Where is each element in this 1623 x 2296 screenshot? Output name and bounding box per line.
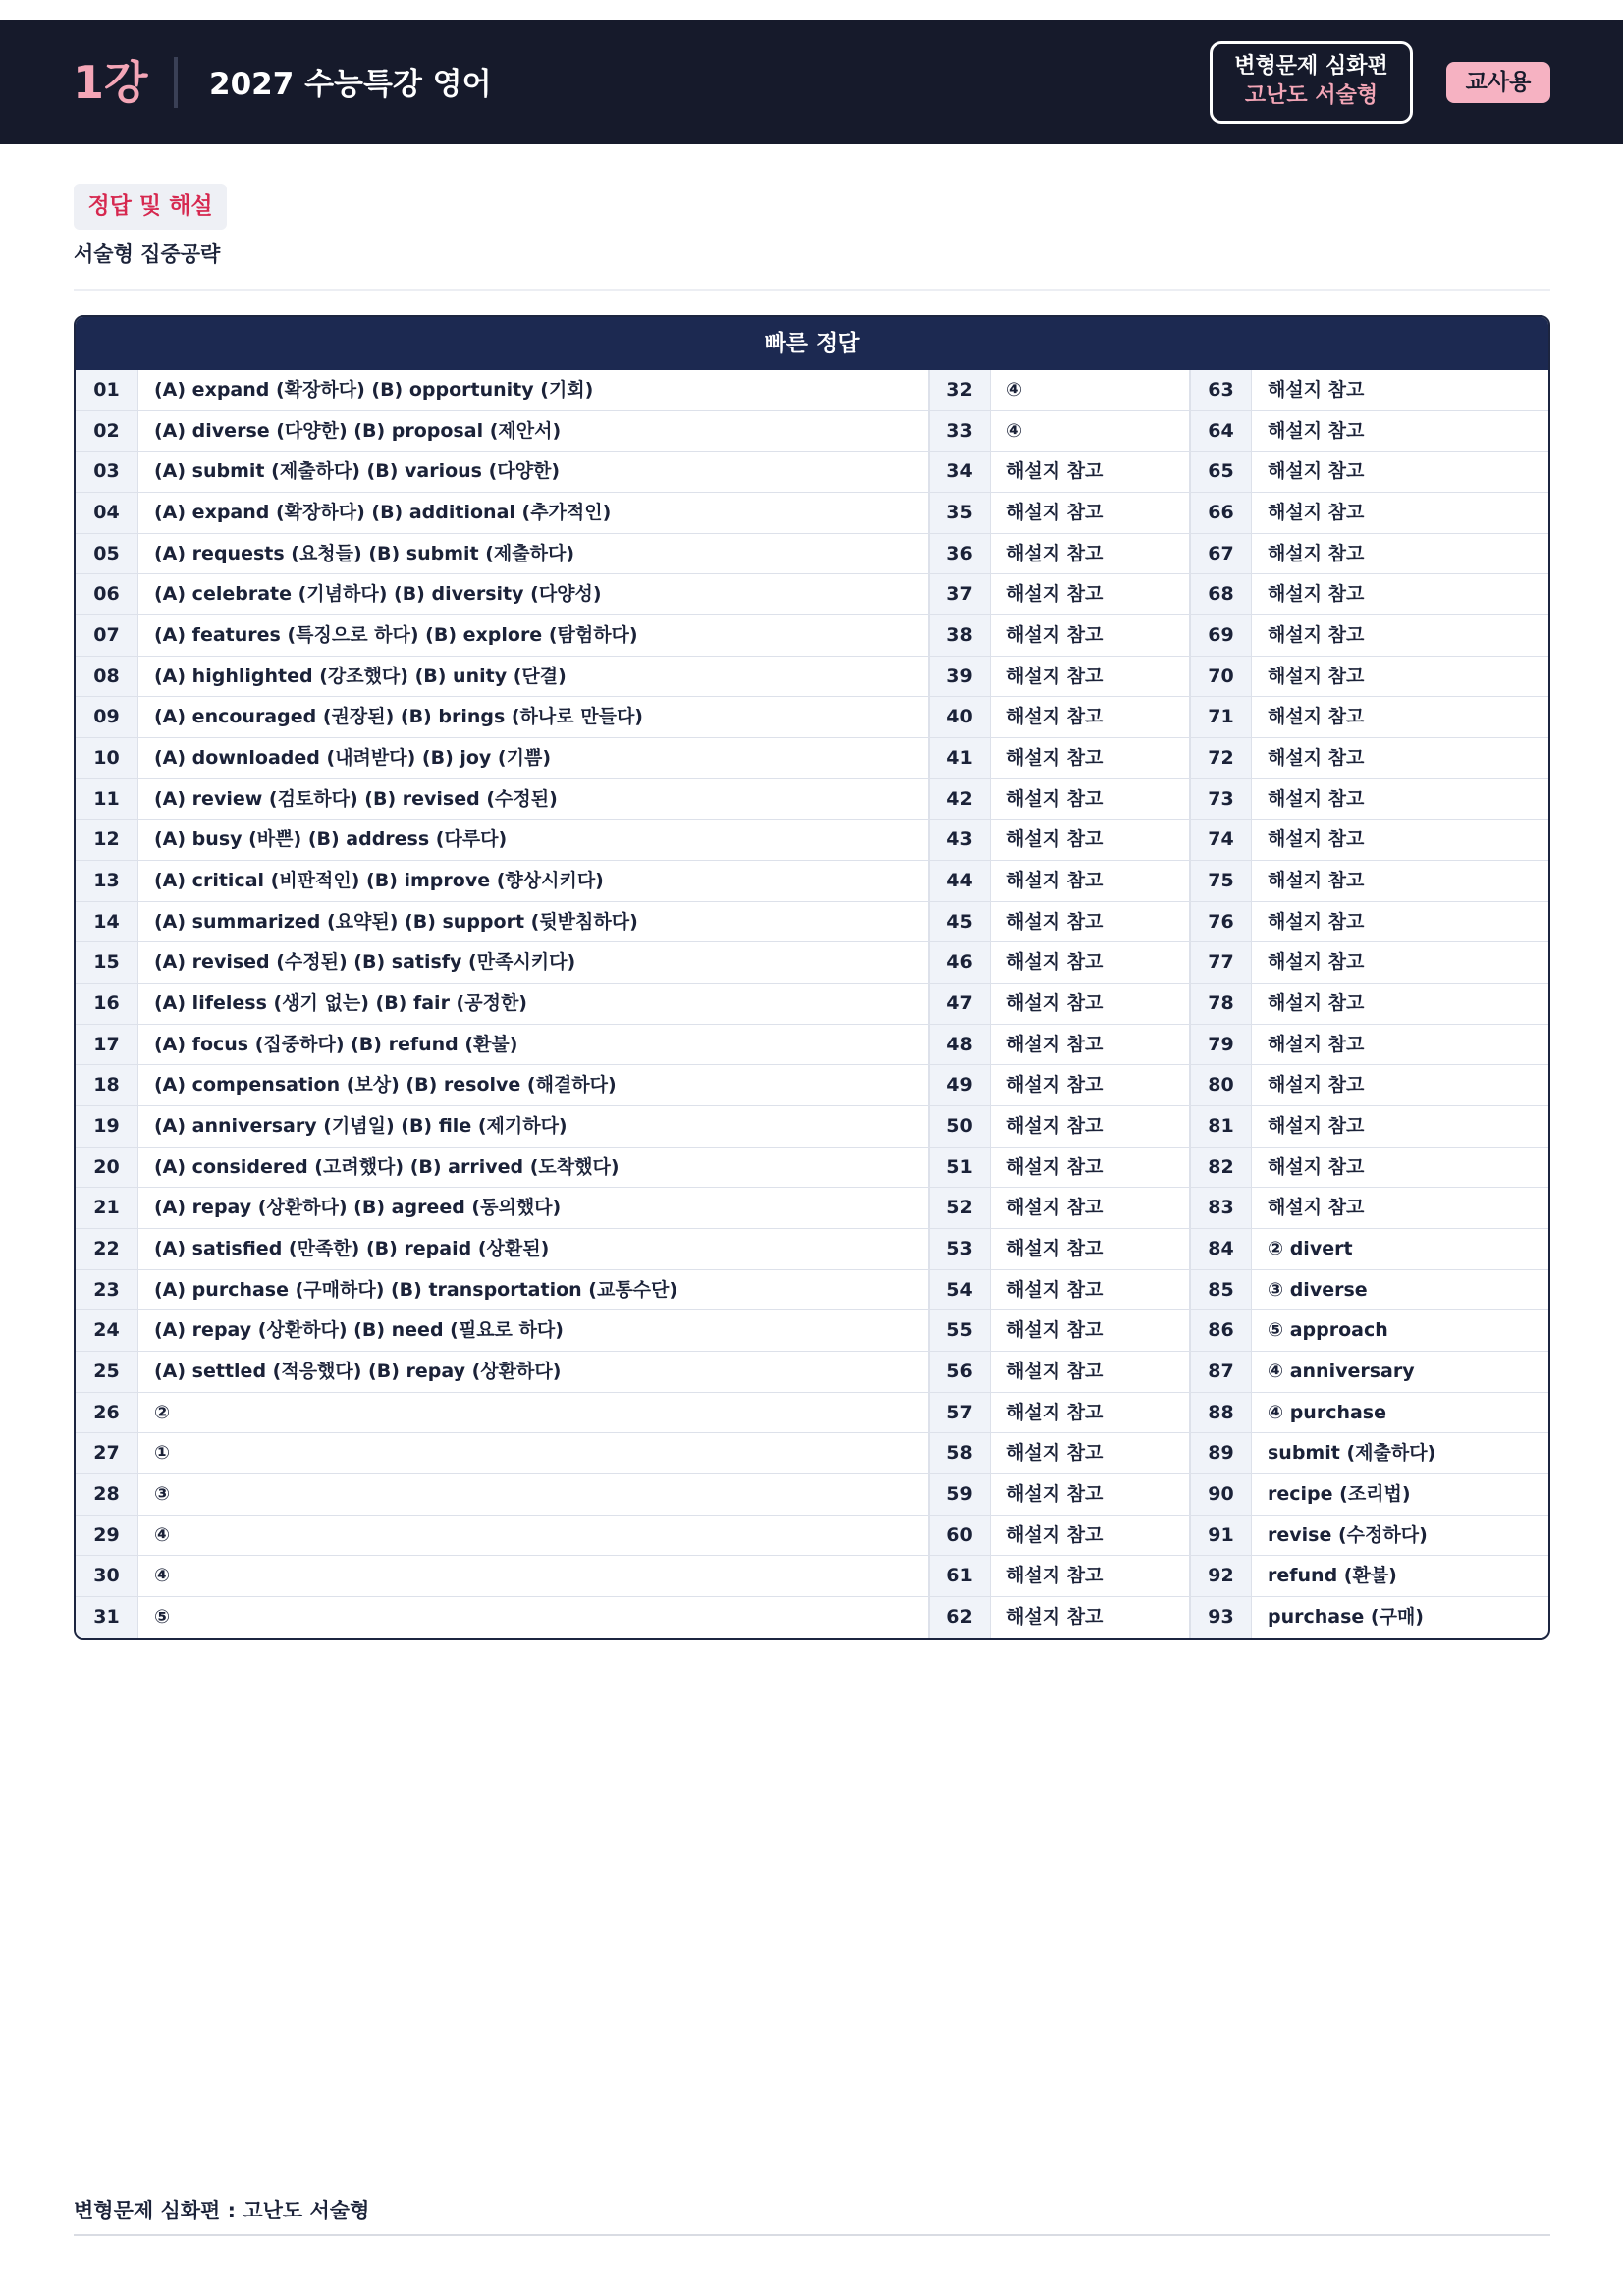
- teacher-badge: 교사용: [1446, 62, 1550, 103]
- answer-cell: 해설지 참고: [1268, 1197, 1365, 1219]
- answer-cell: (A) busy (바쁜) (B) address (다루다): [138, 820, 930, 860]
- answer-cell: 해설지 참고: [991, 697, 1191, 737]
- answer-cell: ③: [138, 1474, 930, 1515]
- answer-cell: 해설지 참고: [1268, 624, 1365, 647]
- answer-cell: 해설지 참고: [1268, 787, 1365, 810]
- question-number: 83: [1191, 1188, 1252, 1228]
- answer-cell: (A) review (검토하다) (B) revised (수정된): [138, 779, 930, 820]
- question-number: 19: [76, 1106, 138, 1147]
- table-row: [76, 452, 1548, 493]
- table-row: [76, 1393, 1548, 1434]
- answer-cell: (A) satisfied (만족한) (B) repaid (상환된): [138, 1229, 930, 1269]
- answer-cell: 해설지 참고: [991, 1474, 1191, 1515]
- footer-divider: [74, 2234, 1550, 2236]
- question-number: 28: [76, 1474, 138, 1515]
- table-row: [76, 942, 1548, 984]
- question-number: 90: [1191, 1474, 1252, 1515]
- answer-cell: ⑤ approach: [1268, 1319, 1388, 1342]
- answer-cell: 해설지 참고: [991, 942, 1191, 983]
- question-number: 29: [76, 1516, 138, 1556]
- answer-cell: 해설지 참고: [991, 657, 1191, 697]
- answer-cell: 해설지 참고: [991, 779, 1191, 820]
- table-row: [76, 738, 1548, 779]
- answer-cell: 해설지 참고: [1268, 419, 1365, 442]
- series-subtitle: 고난도 서술형: [1244, 83, 1379, 108]
- answer-cell: (A) encouraged (권장된) (B) brings (하나로 만들다): [138, 697, 930, 737]
- question-number: 64: [1191, 411, 1252, 452]
- table-row: [76, 1229, 1548, 1270]
- question-number: 54: [930, 1270, 991, 1310]
- question-number: 36: [930, 534, 991, 574]
- answer-cell: (A) downloaded (내려받다) (B) joy (기쁨): [138, 738, 930, 778]
- question-number: 45: [930, 902, 991, 942]
- question-number: 44: [930, 861, 991, 901]
- answer-cell: 해설지 참고: [991, 1597, 1191, 1638]
- table-row: [76, 1597, 1548, 1638]
- question-number: 12: [76, 820, 138, 860]
- question-number: 69: [1191, 615, 1252, 656]
- answer-cell: 해설지 참고: [1268, 379, 1365, 400]
- table-row: [76, 902, 1548, 943]
- question-number: 73: [1191, 779, 1252, 820]
- answer-cell: 해설지 참고: [1268, 502, 1365, 524]
- question-number: 85: [1191, 1270, 1252, 1310]
- answer-table: [74, 315, 1550, 1640]
- answer-cell: 해설지 참고: [991, 534, 1191, 574]
- answer-cell: revise (수정하다): [1268, 1523, 1428, 1546]
- answer-cell: 해설지 참고: [991, 820, 1191, 860]
- question-number: 71: [1191, 697, 1252, 737]
- question-number: 48: [930, 1025, 991, 1065]
- question-number: 65: [1191, 452, 1252, 492]
- answer-cell: 해설지 참고: [1268, 542, 1365, 564]
- answer-cell: 해설지 참고: [991, 574, 1191, 614]
- answer-cell: 해설지 참고: [991, 1556, 1191, 1596]
- table-row: [76, 984, 1548, 1025]
- question-number: 58: [930, 1433, 991, 1473]
- question-number: 21: [76, 1188, 138, 1228]
- table-title: 빠른 정답: [76, 317, 1548, 370]
- question-number: 68: [1191, 574, 1252, 614]
- question-number: 87: [1191, 1352, 1252, 1392]
- answer-cell: (A) requests (요청들) (B) submit (제출하다): [138, 534, 930, 574]
- answer-cell: 해설지 참고: [1268, 665, 1365, 687]
- question-number: 23: [76, 1270, 138, 1310]
- answer-cell: 해설지 참고: [991, 1106, 1191, 1147]
- table-row: [76, 1065, 1548, 1106]
- question-number: 35: [930, 493, 991, 533]
- table-row: [76, 1310, 1548, 1352]
- question-number: 17: [76, 1025, 138, 1065]
- question-number: 56: [930, 1352, 991, 1392]
- answer-cell: (A) repay (상환하다) (B) agreed (동의했다): [138, 1188, 930, 1228]
- answer-cell: 해설지 참고: [991, 1393, 1191, 1433]
- question-number: 42: [930, 779, 991, 820]
- answer-cell: 해설지 참고: [991, 1433, 1191, 1473]
- answer-cell: 해설지 참고: [1268, 1115, 1365, 1138]
- table-row: [76, 1474, 1548, 1516]
- question-number: 27: [76, 1433, 138, 1473]
- table-row: [76, 615, 1548, 657]
- question-number: 02: [76, 411, 138, 452]
- question-number: 63: [1191, 370, 1252, 410]
- answer-cell: ④: [991, 370, 1191, 410]
- question-number: 13: [76, 861, 138, 901]
- question-number: 32: [930, 370, 991, 410]
- answer-cell: (A) features (특징으로 하다) (B) explore (탐험하다): [138, 615, 930, 656]
- question-number: 78: [1191, 984, 1252, 1024]
- answer-cell: 해설지 참고: [991, 1148, 1191, 1188]
- question-number: 47: [930, 984, 991, 1024]
- answer-cell: 해설지 참고: [991, 1270, 1191, 1310]
- question-number: 24: [76, 1310, 138, 1351]
- table-row: [76, 657, 1548, 698]
- answer-cell: 해설지 참고: [1268, 828, 1365, 851]
- question-number: 49: [930, 1065, 991, 1105]
- table-row: [76, 861, 1548, 902]
- table-row: [76, 1106, 1548, 1148]
- answer-cell: 해설지 참고: [991, 984, 1191, 1024]
- question-number: 79: [1191, 1025, 1252, 1065]
- question-number: 86: [1191, 1310, 1252, 1351]
- table-row: [76, 1556, 1548, 1597]
- table-row: [76, 1148, 1548, 1189]
- question-number: 72: [1191, 738, 1252, 778]
- table-row: [76, 697, 1548, 738]
- table-row: [76, 1516, 1548, 1557]
- answer-cell: (A) revised (수정된) (B) satisfy (만족시키다): [138, 942, 930, 983]
- question-number: 52: [930, 1188, 991, 1228]
- question-number: 59: [930, 1474, 991, 1515]
- answer-cell: submit (제출하다): [1268, 1442, 1436, 1465]
- lesson-number: 1강: [73, 56, 148, 109]
- answer-cell: 해설지 참고: [1268, 1074, 1365, 1096]
- answer-cell: (A) purchase (구매하다) (B) transportation (교통수단): [138, 1270, 930, 1310]
- question-number: 22: [76, 1229, 138, 1269]
- question-number: 89: [1191, 1433, 1252, 1473]
- answer-cell: 해설지 참고: [991, 1516, 1191, 1556]
- question-number: 39: [930, 657, 991, 697]
- answer-cell: ④: [138, 1516, 930, 1556]
- table-row: [76, 493, 1548, 534]
- answer-cell: (A) critical (비판적인) (B) improve (향상시키다): [138, 861, 930, 901]
- section-subtitle: 서술형 집중공략: [74, 242, 221, 266]
- question-number: 08: [76, 657, 138, 697]
- table-rows: [76, 370, 1548, 1638]
- question-number: 55: [930, 1310, 991, 1351]
- answer-cell: (A) anniversary (기념일) (B) file (제기하다): [138, 1106, 930, 1147]
- answer-cell: 해설지 참고: [991, 615, 1191, 656]
- footer-text: 변형문제 심화편 : 고난도 서술형: [74, 2199, 370, 2222]
- answer-cell: 해설지 참고: [991, 1229, 1191, 1269]
- question-number: 60: [930, 1516, 991, 1556]
- question-number: 46: [930, 942, 991, 983]
- answer-cell: 해설지 참고: [1268, 910, 1365, 933]
- question-number: 41: [930, 738, 991, 778]
- table-row: [76, 370, 1548, 411]
- answer-cell: ②: [138, 1393, 930, 1433]
- answer-cell: 해설지 참고: [991, 1025, 1191, 1065]
- question-number: 81: [1191, 1106, 1252, 1147]
- divider: [74, 289, 1550, 291]
- answer-cell: 해설지 참고: [991, 861, 1191, 901]
- series-box: [1210, 41, 1413, 124]
- question-number: 61: [930, 1556, 991, 1596]
- question-number: 33: [930, 411, 991, 452]
- answer-cell: (A) considered (고려했다) (B) arrived (도착했다): [138, 1148, 930, 1188]
- question-number: 14: [76, 902, 138, 942]
- table-row: [76, 779, 1548, 821]
- answer-cell: (A) diverse (다양한) (B) proposal (제안서): [138, 411, 930, 452]
- answer-cell: ③ diverse: [1268, 1278, 1368, 1301]
- question-number: 04: [76, 493, 138, 533]
- answer-cell: (A) expand (확장하다) (B) opportunity (기회): [138, 370, 930, 410]
- answer-cell: 해설지 참고: [991, 452, 1191, 492]
- question-number: 30: [76, 1556, 138, 1596]
- question-number: 25: [76, 1352, 138, 1392]
- question-number: 70: [1191, 657, 1252, 697]
- answer-cell: (A) highlighted (강조했다) (B) unity (단결): [138, 657, 930, 697]
- answer-cell: (A) compensation (보상) (B) resolve (해결하다): [138, 1065, 930, 1105]
- answer-cell: 해설지 참고: [991, 493, 1191, 533]
- table-row: [76, 411, 1548, 453]
- header-divider: [174, 57, 178, 108]
- table-row: [76, 534, 1548, 575]
- answer-cell: 해설지 참고: [991, 1188, 1191, 1228]
- answer-cell: 해설지 참고: [991, 902, 1191, 942]
- question-number: 18: [76, 1065, 138, 1105]
- answer-cell: ①: [138, 1433, 930, 1473]
- table-row: [76, 1352, 1548, 1393]
- question-number: 53: [930, 1229, 991, 1269]
- question-number: 11: [76, 779, 138, 820]
- table-row: [76, 1188, 1548, 1229]
- question-number: 38: [930, 615, 991, 656]
- question-number: 01: [76, 370, 138, 410]
- question-number: 40: [930, 697, 991, 737]
- answer-cell: 해설지 참고: [991, 738, 1191, 778]
- question-number: 91: [1191, 1516, 1252, 1556]
- answer-cell: purchase (구매): [1268, 1606, 1424, 1629]
- question-number: 84: [1191, 1229, 1252, 1269]
- question-number: 16: [76, 984, 138, 1024]
- question-number: 10: [76, 738, 138, 778]
- question-number: 07: [76, 615, 138, 656]
- book-title: 2027 수능특강 영어: [209, 67, 492, 102]
- answer-cell: (A) summarized (요약된) (B) support (뒷받침하다): [138, 902, 930, 942]
- answer-cell: 해설지 참고: [1268, 1155, 1365, 1178]
- answer-cell: 해설지 참고: [1268, 951, 1365, 974]
- question-number: 51: [930, 1148, 991, 1188]
- answer-cell: 해설지 참고: [1268, 992, 1365, 1015]
- answer-cell: (A) settled (적응했다) (B) repay (상환하다): [138, 1352, 930, 1392]
- answer-cell: (A) repay (상환하다) (B) need (필요로 하다): [138, 1310, 930, 1351]
- answer-cell: ④: [991, 411, 1191, 452]
- table-row: [76, 820, 1548, 861]
- question-number: 03: [76, 452, 138, 492]
- answer-cell: 해설지 참고: [1268, 870, 1365, 892]
- question-number: 75: [1191, 861, 1252, 901]
- question-number: 06: [76, 574, 138, 614]
- answer-cell: ⑤: [138, 1597, 930, 1638]
- question-number: 20: [76, 1148, 138, 1188]
- answer-cell: 해설지 참고: [1268, 460, 1365, 483]
- question-number: 88: [1191, 1393, 1252, 1433]
- answer-cell: refund (환불): [1268, 1565, 1397, 1587]
- answer-cell: 해설지 참고: [991, 1310, 1191, 1351]
- answer-cell: 해설지 참고: [1268, 747, 1365, 770]
- answer-cell: ④ anniversary: [1268, 1361, 1415, 1383]
- question-number: 34: [930, 452, 991, 492]
- answer-cell: 해설지 참고: [1268, 1033, 1365, 1055]
- question-number: 77: [1191, 942, 1252, 983]
- question-number: 93: [1191, 1597, 1252, 1638]
- page-header: [0, 20, 1623, 144]
- question-number: 62: [930, 1597, 991, 1638]
- question-number: 43: [930, 820, 991, 860]
- answer-cell: (A) focus (집중하다) (B) refund (환불): [138, 1025, 930, 1065]
- table-row: [76, 1433, 1548, 1474]
- answer-cell: ② divert: [1268, 1238, 1353, 1260]
- answer-cell: recipe (조리법): [1268, 1483, 1411, 1506]
- question-number: 15: [76, 942, 138, 983]
- series-title: 변형문제 심화편: [1234, 54, 1388, 79]
- answer-cell: (A) submit (제출하다) (B) various (다양한): [138, 452, 930, 492]
- answer-cell: 해설지 참고: [991, 1352, 1191, 1392]
- question-number: 74: [1191, 820, 1252, 860]
- answer-cell: ④: [138, 1556, 930, 1596]
- answer-cell: (A) lifeless (생기 없는) (B) fair (공정한): [138, 984, 930, 1024]
- section-chip: 정답 및 해설: [74, 184, 227, 230]
- question-number: 67: [1191, 534, 1252, 574]
- question-number: 80: [1191, 1065, 1252, 1105]
- table-row: [76, 1025, 1548, 1066]
- question-number: 92: [1191, 1556, 1252, 1596]
- question-number: 31: [76, 1597, 138, 1638]
- question-number: 66: [1191, 493, 1252, 533]
- answer-cell: 해설지 참고: [1268, 583, 1365, 606]
- answer-cell: (A) celebrate (기념하다) (B) diversity (다양성): [138, 574, 930, 614]
- question-number: 76: [1191, 902, 1252, 942]
- table-row: [76, 1270, 1548, 1311]
- question-number: 82: [1191, 1148, 1252, 1188]
- question-number: 26: [76, 1393, 138, 1433]
- question-number: 05: [76, 534, 138, 574]
- answer-cell: (A) expand (확장하다) (B) additional (추가적인): [138, 493, 930, 533]
- answer-cell: 해설지 참고: [1268, 706, 1365, 728]
- question-number: 50: [930, 1106, 991, 1147]
- table-row: [76, 574, 1548, 615]
- answer-cell: ④ purchase: [1268, 1401, 1387, 1423]
- question-number: 37: [930, 574, 991, 614]
- question-number: 57: [930, 1393, 991, 1433]
- question-number: 09: [76, 697, 138, 737]
- answer-cell: 해설지 참고: [991, 1065, 1191, 1105]
